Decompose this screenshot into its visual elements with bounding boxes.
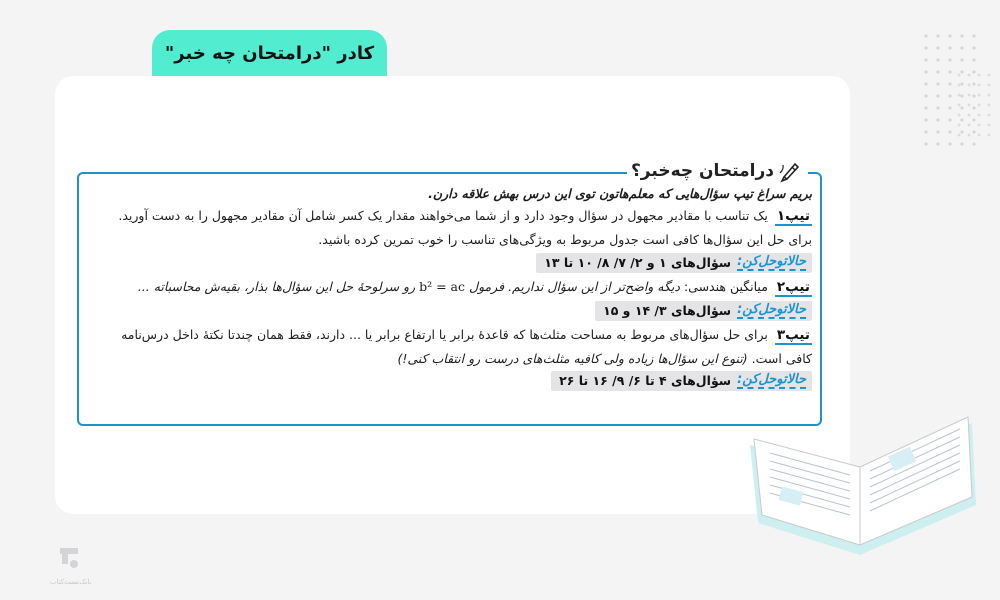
tip2-formula: b² = ac <box>419 278 466 294</box>
tip2-text: میانگین هندسی: <box>683 278 768 294</box>
tip1-practice-label: حالاتوحل‌کن: <box>737 254 806 270</box>
tip3-practice-label: حالاتوحل‌کن: <box>737 372 806 388</box>
brand-logo-text: بانک‌تست‌کتاب <box>50 578 92 586</box>
tip3-text-2: کافی است. <box>751 350 812 366</box>
tip2-italic: دیگه واضح‌تر از این سؤال نداریم. فرمول <box>469 278 680 294</box>
tip2-line <box>89 277 812 298</box>
tip1-line1 <box>89 206 812 227</box>
tip3-label: تیپ۳ <box>776 326 810 343</box>
exam-box-title-text: درامتحان چه‌خبر؟ <box>630 161 774 181</box>
tip2-italic-2: رو سرلوحهٔ حل این سؤال‌ها بذار، بقیه‌ش محاسباته ... <box>137 278 416 294</box>
tip2-practice-text: سؤال‌های ۳/ ۱۴ و ۱۵ <box>603 302 732 318</box>
tip3-line1 <box>89 325 812 346</box>
tip2-practice <box>89 301 812 321</box>
tip3-practice-text: سؤال‌های ۴ تا ۶/ ۹/ ۱۶ تا ۲۶ <box>559 373 732 389</box>
tip1-label: تیپ۱ <box>776 208 810 225</box>
tip1-practice-text: سؤال‌های ۱ و ۲/ ۷/ ۸/ ۱۰ تا ۱۳ <box>544 254 732 270</box>
tip1-text-2: برای حل این سؤال‌ها کافی است جدول مربوط به ویژگی‌های تناسب را خوب تمرین کرده باشید. <box>318 232 812 248</box>
tip2-label: تیپ۲ <box>776 278 810 295</box>
tip1-text-1: یک تناسب با مقادیر مجهول در سؤال وجود دارد و از شما می‌خواهند مقدار یک کسر شامل آن مقادیر مجهول را به دست آورید. <box>118 208 768 224</box>
decorative-dots-small <box>954 70 994 140</box>
tip3-practice <box>89 371 812 391</box>
open-book-illustration <box>740 405 980 555</box>
tip3-italic: (تنوع این سؤال‌ها زیاده ولی کافیه مثلث‌های درست رو انتقاب کنی!) <box>397 350 748 366</box>
intro-text: بریم سراغ تیپ سؤال‌هایی که معلم‌هاتون توی این درس بهش علاقه دارن. <box>428 186 812 201</box>
tip2-practice-label: حالاتوحل‌کن: <box>737 302 806 318</box>
tip3-text-1: برای حل سؤال‌های مربوط به مساحت مثلث‌ها که قاعدهٔ برابر یا ارتفاع برابر یا ... دارند، فقط همان چندتا نکتهٔ داخل درس‌نامه <box>121 326 768 342</box>
brand-logo <box>48 538 92 578</box>
exam-box <box>77 161 822 426</box>
tip3-line2 <box>89 349 812 368</box>
header-tab: کادر "درامتحان چه خبر" <box>152 30 387 76</box>
pen-icon <box>778 159 802 183</box>
exam-box-title <box>627 159 808 183</box>
tip1-practice <box>89 253 812 273</box>
